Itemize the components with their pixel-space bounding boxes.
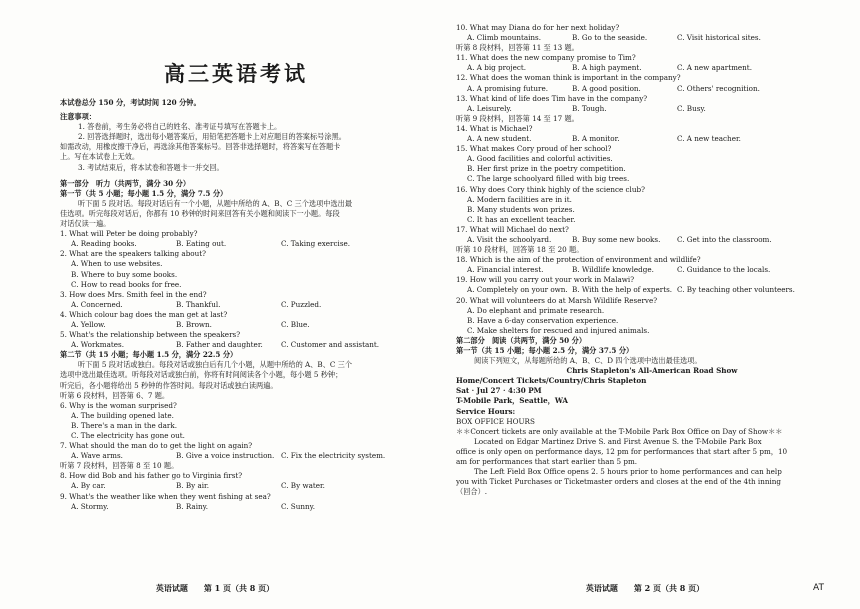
section-heading: 第一节（共 15 小题；每小题 2.5 分，满分 37.5 分）: [456, 346, 634, 355]
section-desc: 对话仅读一遍。: [60, 219, 111, 229]
option-a: A. When to use websites.: [71, 259, 163, 269]
option-a: A. A big project.: [467, 63, 527, 73]
notice-line: 如需改动，用橡皮擦干净后，再选涂其他答案标号。回答非选择题时，将答案写在答题卡: [60, 142, 341, 152]
footer-page-number: 第 2 页（共 8 页）: [633, 583, 705, 593]
option-b: B. With the help of experts.: [572, 285, 673, 295]
page-2-content: [456, 23, 848, 497]
option-a: A. A new student.: [467, 134, 532, 144]
intro: 本试卷总分 150 分，考试时间 120 分钟。: [60, 98, 201, 107]
option-b: B. A good position.: [572, 83, 641, 93]
option-c: C. Busy.: [677, 103, 706, 113]
option-a: A. Workmates.: [71, 340, 124, 350]
option-c: C. A new teacher.: [677, 134, 741, 144]
question: 3. How does Mrs. Smith feel in the end?: [60, 289, 207, 299]
material-note: 听第 9 段材料，回答第 14 至 17 题。: [456, 113, 579, 123]
question: 12. What does the woman think is important in the company?: [456, 73, 681, 83]
option-c: C. By teaching other volunteers.: [677, 285, 795, 295]
option-a: A. Leisurely.: [467, 103, 512, 113]
passage-breadcrumb: Home/Concert Tickets/Country/Chris Stapleton: [456, 376, 647, 386]
option-a: A. Stormy.: [71, 501, 109, 511]
page-footer: [430, 583, 860, 594]
option-c: C. Blue.: [281, 319, 310, 329]
question: 15. What makes Cory proud of her school?: [456, 144, 612, 154]
option-b: B. Buy some new books.: [572, 234, 661, 244]
question: 16. Why does Cory think highly of the science club?: [456, 184, 645, 194]
question: 11. What does the new company promise to Tim?: [456, 53, 636, 63]
option-a: A. Yellow.: [71, 319, 106, 329]
passage-title: Chris Stapleton's All-American Road Show: [566, 366, 738, 376]
question: 13. What kind of life does Tim have in the company?: [456, 93, 648, 103]
option-a: A. Financial interest.: [467, 265, 544, 275]
question-options: [60, 239, 412, 249]
question: 9. What's the weather like when they went fishing at sea?: [60, 491, 271, 501]
option-b: B. Give a voice instruction.: [176, 451, 275, 461]
option-b: B. Wildlife knowledge.: [572, 265, 654, 275]
option-a: A. Modern facilities are in it.: [467, 194, 572, 204]
option-b: B. Have a 6-day conservation experience.: [467, 315, 619, 325]
question-options: [60, 481, 412, 491]
question-options: [456, 84, 848, 94]
option-b: B. Where to buy some books.: [71, 269, 178, 279]
notice-line: 1. 答卷前，考生务必将自己的姓名、准考证号填写在答题卡上。: [78, 122, 282, 132]
passage-paragraph: Located on Edgar Martinez Drive S. and First Avenue S. the T-Mobile Park Box: [474, 436, 762, 446]
passage-paragraph: office is only open on performance days, 12 pm for performances that start after 5 pm，10: [456, 446, 788, 456]
option-c: C. Guidance to the locals.: [677, 265, 771, 275]
paper-mark: AT: [813, 583, 824, 593]
exam-title: 高三英语考试: [164, 62, 308, 86]
option-b: B. Rainy.: [176, 501, 209, 511]
question: 14. What is Michael?: [456, 123, 533, 133]
question: 4. Which colour bag does the man get at last?: [60, 309, 228, 319]
part-heading: 第二部分 阅读（共两节，满分 50 分）: [456, 335, 587, 345]
passage-venue: T-Mobile Park，Seattle，WA: [456, 396, 569, 406]
question: 18. Which is the aim of the protection of environment and wildlife?: [456, 255, 701, 265]
question: 2. What are the speakers talking about?: [60, 249, 207, 259]
section-desc: 听下面 5 段对话。每段对话后有一个小题，从题中所给的 A、B、C 三个选项中选出最: [78, 198, 353, 208]
notice-line: 3. 考试结束后，将本试卷和答题卡一并交回。: [78, 162, 224, 172]
question-options: [456, 104, 848, 114]
section-desc: 佳选项。听完每段对话后，你都有 10 秒钟的时间来回答有关小题和阅读下一小题。每段: [60, 208, 340, 218]
option-c: C. The electricity has gone out.: [71, 431, 185, 440]
material-note: 听第 6 段材料，回答第 6、7 题。: [60, 390, 170, 400]
option-b: B. A high payment.: [572, 63, 642, 73]
option-a: A. Do elephant and primate research.: [467, 305, 605, 315]
option-a: A. By car.: [71, 481, 106, 491]
footer-label: 英语试题: [155, 583, 188, 593]
option-b: B. Brown.: [176, 319, 212, 329]
option-a: A. The building opened late.: [71, 410, 174, 420]
option-b: B. Many students won prizes.: [467, 204, 575, 214]
page-2: [430, 0, 860, 609]
notice-heading: 注意事项：: [60, 112, 96, 122]
question-options: [60, 340, 412, 350]
page-1-content: [60, 98, 412, 512]
passage-note: ＊＊Concert tickets are only available at the T-Mobile Park Box Office on Day of Show＊＊: [456, 426, 783, 436]
question-options: [456, 285, 848, 295]
material-note: 听第 10 段材料，回答第 18 至 20 题。: [456, 245, 584, 255]
option-b: B. Tough.: [572, 103, 607, 113]
option-c: C. The large schoolyard filled with big trees.: [467, 174, 630, 184]
section-desc: 听完后，各小题将给出 5 秒钟的作答时间。每段对话或独白读两遍。: [60, 380, 278, 390]
option-b: B. There's a man in the dark.: [71, 420, 177, 430]
question: 7. What should the man do to get the light on again?: [60, 441, 253, 451]
passage-paragraph: you with Ticket Purchases or Ticketmaster orders and closes at the end of the 4th inning: [456, 477, 781, 487]
page-footer: [0, 583, 430, 594]
question-options: [456, 265, 848, 275]
question: 1. What will Peter be doing probably?: [60, 229, 198, 239]
option-b: B. Her first prize in the poetry competition.: [467, 164, 626, 174]
passage-paragraph: am for performances that start earlier than 5 pm.: [456, 457, 638, 467]
option-c: C. Make shelters for rescued and injured animals.: [467, 325, 650, 335]
option-a: A. Wave arms.: [71, 451, 123, 461]
option-b: B. Father and daughter.: [176, 340, 263, 350]
section-desc: 选项中选出最佳选项。听每段对话或独白前，你将有时间阅读各个小题，每小题 5 秒钟；: [60, 370, 343, 380]
option-c: C. Puzzled.: [281, 299, 322, 309]
passage-paragraph: （回合）.: [456, 487, 488, 497]
passage-date: Sat · Jul 27 · 4:30 PM: [456, 386, 542, 396]
question-options: [456, 235, 848, 245]
footer-page-number: 第 1 页（共 8 页）: [203, 583, 275, 593]
section-desc: 听下面 5 段对话或独白。每段对话或独白后有几个小题，从题中所给的 A、B、C 三个: [78, 360, 353, 370]
section-desc: 阅读下列短文，从每题所给的 A、B、C、D 四个选项中选出最佳选项。: [474, 356, 702, 366]
option-a: A. Good facilities and colorful activities.: [467, 154, 613, 164]
question: 8. How did Bob and his father go to Virginia first?: [60, 471, 243, 481]
section-heading: 第一节（共 5 小题；每小题 1.5 分，满分 7.5 分）: [60, 188, 228, 198]
question: 17. What will Michael do next?: [456, 224, 569, 234]
option-c: C. Taking exercise.: [281, 239, 351, 249]
passage-service: Service Hours:: [456, 406, 516, 416]
option-b: B. By air.: [176, 481, 209, 491]
option-c: C. It has an excellent teacher.: [467, 214, 576, 224]
question-options: [456, 33, 848, 43]
question: 20. What will volunteers do at Marsh Wildlife Reserve?: [456, 295, 658, 305]
part-heading: 第一部分 听力（共两节，满分 30 分）: [60, 178, 191, 188]
option-c: C. Sunny.: [281, 501, 316, 511]
option-b: B. Go to the seaside.: [572, 33, 648, 43]
option-b: B. Eating out.: [176, 239, 227, 249]
material-note: 听第 7 段材料，回答第 8 至 10 题。: [60, 461, 179, 471]
option-c: C. Fix the electricity system.: [281, 451, 386, 461]
option-c: C. Get into the classroom.: [677, 234, 772, 244]
question: 6. Why is the woman surprised?: [60, 400, 177, 410]
section-heading: 第二节（共 15 小题；每小题 1.5 分，满分 22.5 分）: [60, 350, 238, 360]
option-b: B. Thankful.: [176, 299, 221, 309]
question: 10. What may Diana do for her next holiday?: [456, 23, 620, 32]
material-note: 听第 8 段材料，回答第 11 至 13 题。: [456, 43, 579, 53]
footer-label: 英语试题: [585, 583, 618, 593]
question-options: [456, 134, 848, 144]
question: 19. How will you carry out your work in Malawi?: [456, 275, 635, 285]
option-a: A. Visit the schoolyard.: [467, 234, 552, 244]
question: 5. What's the relationship between the speakers?: [60, 330, 241, 340]
option-a: A. Concerned.: [71, 299, 123, 309]
option-a: A. A promising future.: [467, 83, 548, 93]
notice-line: 2. 回答选择题时，选出每小题答案后，用铅笔把答题卡上对应题目的答案标号涂黑。: [78, 132, 346, 142]
option-a: A. Climb mountains.: [467, 33, 542, 43]
question-options: [60, 502, 412, 512]
passage-box-office: BOX OFFICE HOURS: [456, 416, 535, 426]
option-c: C. Others' recognition.: [677, 83, 760, 93]
question-options: [60, 320, 412, 330]
option-b: B. A monitor.: [572, 134, 620, 144]
question-options: [456, 63, 848, 73]
question-options: [60, 451, 412, 461]
option-a: A. Completely on your own.: [467, 285, 568, 295]
option-a: A. Reading books.: [71, 239, 137, 249]
option-c: C. How to read books for free.: [71, 279, 182, 289]
question-options: [60, 300, 412, 310]
option-c: C. By water.: [281, 481, 325, 491]
notice-line: 上。写在本试卷上无效。: [60, 152, 140, 162]
option-c: C. Customer and assistant.: [281, 340, 380, 350]
option-c: C. Visit historical sites.: [677, 33, 761, 43]
option-c: C. A new apartment.: [677, 63, 752, 73]
passage-paragraph: The Left Field Box Office opens 2. 5 hours prior to home performances and can help: [474, 467, 782, 477]
